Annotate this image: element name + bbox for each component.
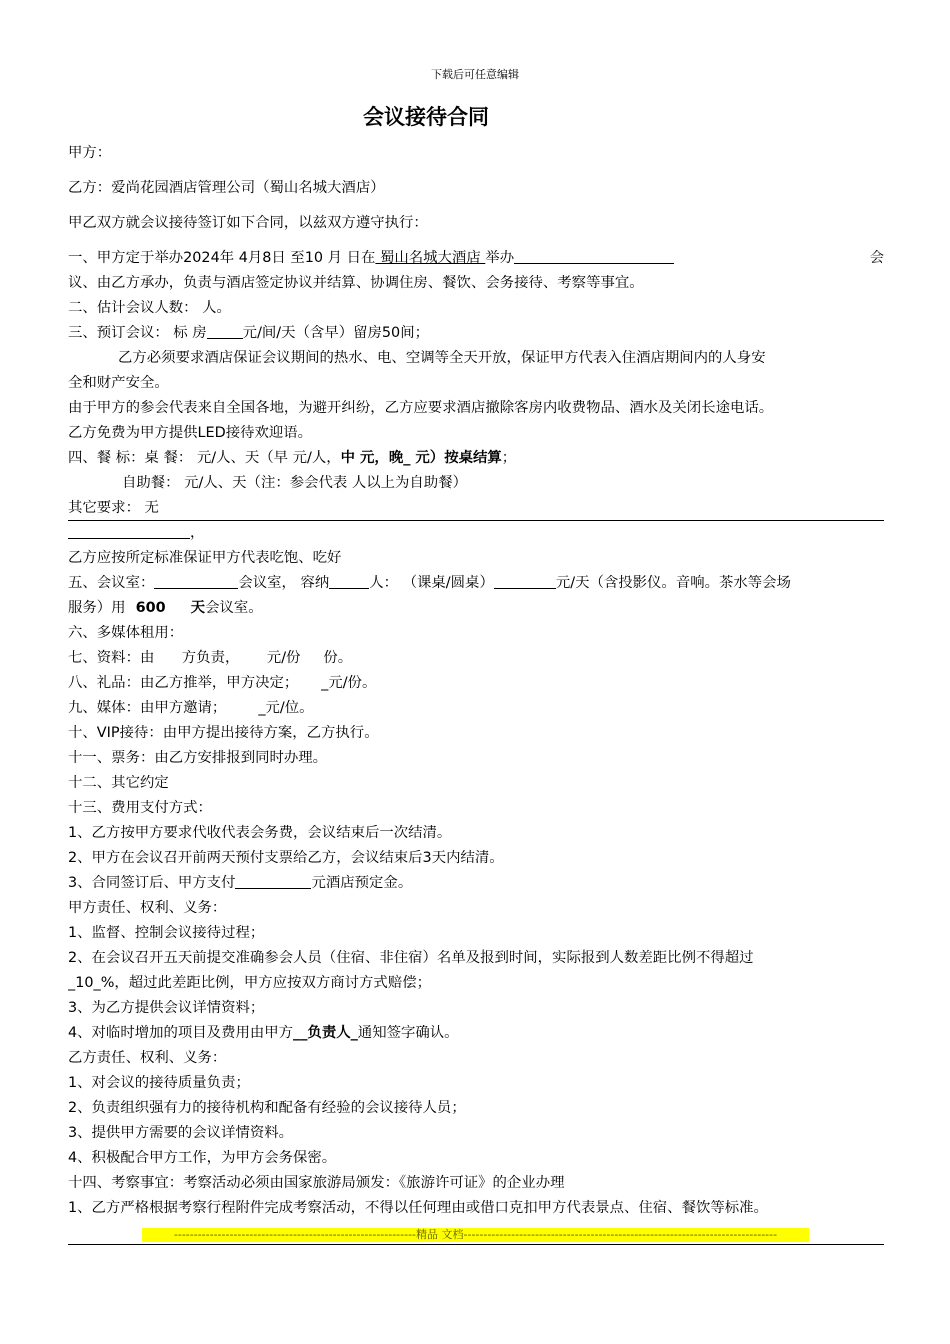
section-4-text-a: 四、餐 标：桌 餐： 元/人、天（早 元/人， bbox=[68, 450, 341, 466]
section-3-para3: 由于甲方的参会代表来自全国各地，为避开纠纷，乙方应要求酒店撤除客房内收费物品、酒水及关闭长途电话。 bbox=[68, 400, 774, 416]
section-6-line: 六、多媒体租用： bbox=[68, 625, 184, 641]
party-a-duty-1: 1、监督、控制会议接待过程； bbox=[68, 925, 265, 941]
section-1-text-a: 一、甲方定于举办2024年 4月8日 至10 月 日在 bbox=[68, 250, 376, 266]
section-4-other-value: 无 bbox=[139, 500, 159, 516]
section-3-blank bbox=[207, 324, 243, 339]
section-11-line: 十一、票务：由乙方安排报到同时办理。 bbox=[68, 750, 328, 766]
intro-line: 甲乙双方就会议接待签订如下合同，以兹双方遵守执行： bbox=[68, 215, 428, 231]
section-8-line: 八、礼品：由乙方推举，甲方决定； _元/份。 bbox=[68, 675, 377, 691]
party-a-duty-2b: _10_%，超过此差距比例，甲方应按双方商讨方式赔偿； bbox=[68, 975, 431, 991]
section-3-para2: 全和财产安全。 bbox=[68, 375, 169, 391]
party-a-duty-4 bbox=[68, 1021, 884, 1046]
section-2-line: 二、估计会议人数： 人。 bbox=[68, 300, 231, 316]
section-3-line bbox=[68, 321, 884, 346]
document-title: 会议接待合同 bbox=[363, 105, 489, 129]
section-4-text-c: ； bbox=[501, 450, 517, 466]
section-12-line: 十二、其它约定 bbox=[68, 775, 169, 791]
header-note: 下载后可任意编辑 bbox=[431, 68, 519, 81]
party-b-duty-4: 4、积极配合甲方工作，为甲方会务保密。 bbox=[68, 1150, 337, 1166]
footer-watermark-bar: -------------------------------------------------------------精品 文档------------------------------------------------------------------------------- bbox=[142, 1228, 809, 1242]
section-1-line2: 议、由乙方承办，负责与酒店签定协议并结算、协调住房、餐饮、会务接待、考察等事宜。 bbox=[68, 275, 644, 291]
section-1-blank bbox=[514, 249, 674, 264]
section-5-blank-3 bbox=[494, 574, 556, 589]
section-4-buffet: 自助餐： 元/人、天（注：参会代表 人以上为自助餐） bbox=[122, 475, 467, 491]
section-5-text-a: 五、会议室： bbox=[68, 575, 155, 591]
section-3-para1: 乙方必须要求酒店保证会议期间的热水、电、空调等全天开放，保证甲方代表入住酒店期间内的人身安 bbox=[118, 350, 766, 366]
section-4-other-line bbox=[68, 496, 884, 521]
section-7-line: 七、资料：由 方负责， 元/份 份。 bbox=[68, 650, 353, 666]
section-3-text-b: 元/间/天（含早）留房50间； bbox=[242, 325, 429, 341]
party-a-line: 甲方： bbox=[68, 145, 112, 161]
party-a-duty-4c: 通知签字确认。 bbox=[357, 1025, 459, 1041]
section-4-other-cont bbox=[68, 521, 884, 546]
section-4-other-label: 其它要求： bbox=[68, 500, 140, 516]
party-a-duties-title: 甲方责任、权利、义务： bbox=[68, 900, 227, 916]
section-5-line1 bbox=[68, 571, 884, 596]
section-4-other-blank bbox=[68, 524, 190, 539]
section-5-blank-2 bbox=[329, 574, 369, 589]
section-4-other-end: ， bbox=[190, 525, 205, 541]
party-a-duty-4b: __负责人_ bbox=[293, 1025, 358, 1041]
section-3-text-a: 三、预订会议： 标 房 bbox=[68, 325, 207, 341]
party-b-duty-1: 1、对会议的接待质量负责； bbox=[68, 1075, 250, 1091]
section-14-item-1: 1、乙方严格根据考察行程附件完成考察活动，不得以任何理由或借口克扣甲方代表景点、住宿、餐饮等标准。 bbox=[68, 1200, 768, 1216]
section-4-guarantee: 乙方应按所定标准保证甲方代表吃饱、吃好 bbox=[68, 550, 342, 566]
party-b-line: 乙方：爱尚花园酒店管理公司（蜀山名城大酒店） bbox=[68, 180, 385, 196]
section-4-text-b: 中 元，晚_ 元）按桌结算 bbox=[340, 450, 502, 466]
section-5-days: 600 天 bbox=[125, 600, 206, 616]
section-1-venue: 蜀山名城大酒店 bbox=[375, 250, 486, 266]
party-a-duty-4a: 4、对临时增加的项目及费用由甲方 bbox=[68, 1025, 294, 1041]
section-5-blank-1 bbox=[154, 574, 238, 589]
party-b-duty-2: 2、负责组织强有力的接待机构和配备有经验的会议接待人员； bbox=[68, 1100, 466, 1116]
section-5-text-c: 人： （课桌/圆桌） bbox=[369, 575, 494, 591]
party-b-duty-3: 3、提供甲方需要的会议详情资料。 bbox=[68, 1125, 294, 1141]
section-1-text-c: 会 bbox=[869, 250, 884, 266]
contract-body bbox=[68, 141, 884, 1221]
section-14-title: 十四、考察事宜：考察活动必须由国家旅游局颁发：《旅游许可证》的企业办理 bbox=[68, 1175, 565, 1191]
section-9-line: 九、媒体：由甲方邀请； _元/位。 bbox=[68, 700, 314, 716]
section-5-text-f: 会议室。 bbox=[205, 600, 263, 616]
party-a-duty-2: 2、在会议召开五天前提交准确参会人员（住宿、非住宿）名单及报到时间，实际报到人数差距比例不得超过 bbox=[68, 950, 754, 966]
section-13-title: 十三、费用支付方式： bbox=[68, 800, 212, 816]
section-13-blank bbox=[235, 874, 311, 889]
section-1-text-b: 举办 bbox=[485, 250, 515, 266]
section-5-line2 bbox=[68, 596, 884, 621]
section-5-text-d: 元/天（含投影仪。音响。茶水等会场 bbox=[555, 575, 791, 591]
section-10-line: 十、VIP接待：由甲方提出接待方案，乙方执行。 bbox=[68, 725, 379, 741]
section-13-item-2: 2、甲方在会议召开前两天预付支票给乙方，会议结束后3天内结清。 bbox=[68, 850, 504, 866]
section-13-item-3a: 3、合同签订后、甲方支付 bbox=[68, 875, 236, 891]
party-a-duty-3: 3、为乙方提供会议详情资料； bbox=[68, 1000, 265, 1016]
footer-divider bbox=[68, 1244, 884, 1245]
section-1-line1 bbox=[68, 246, 884, 271]
section-3-para4: 乙方免费为甲方提供LED接待欢迎语。 bbox=[68, 425, 313, 441]
section-5-text-e: 服务）用 bbox=[68, 600, 126, 616]
party-b-duties-title: 乙方责任、权利、义务： bbox=[68, 1050, 227, 1066]
section-4-line bbox=[68, 446, 884, 471]
section-13-item-3b: 元酒店预定金。 bbox=[311, 875, 413, 891]
section-13-item-3 bbox=[68, 871, 884, 896]
section-13-item-1: 1、乙方按甲方要求代收代表会务费，会议结束后一次结清。 bbox=[68, 825, 452, 841]
section-5-text-b: 会议室， 容纳 bbox=[238, 575, 330, 591]
